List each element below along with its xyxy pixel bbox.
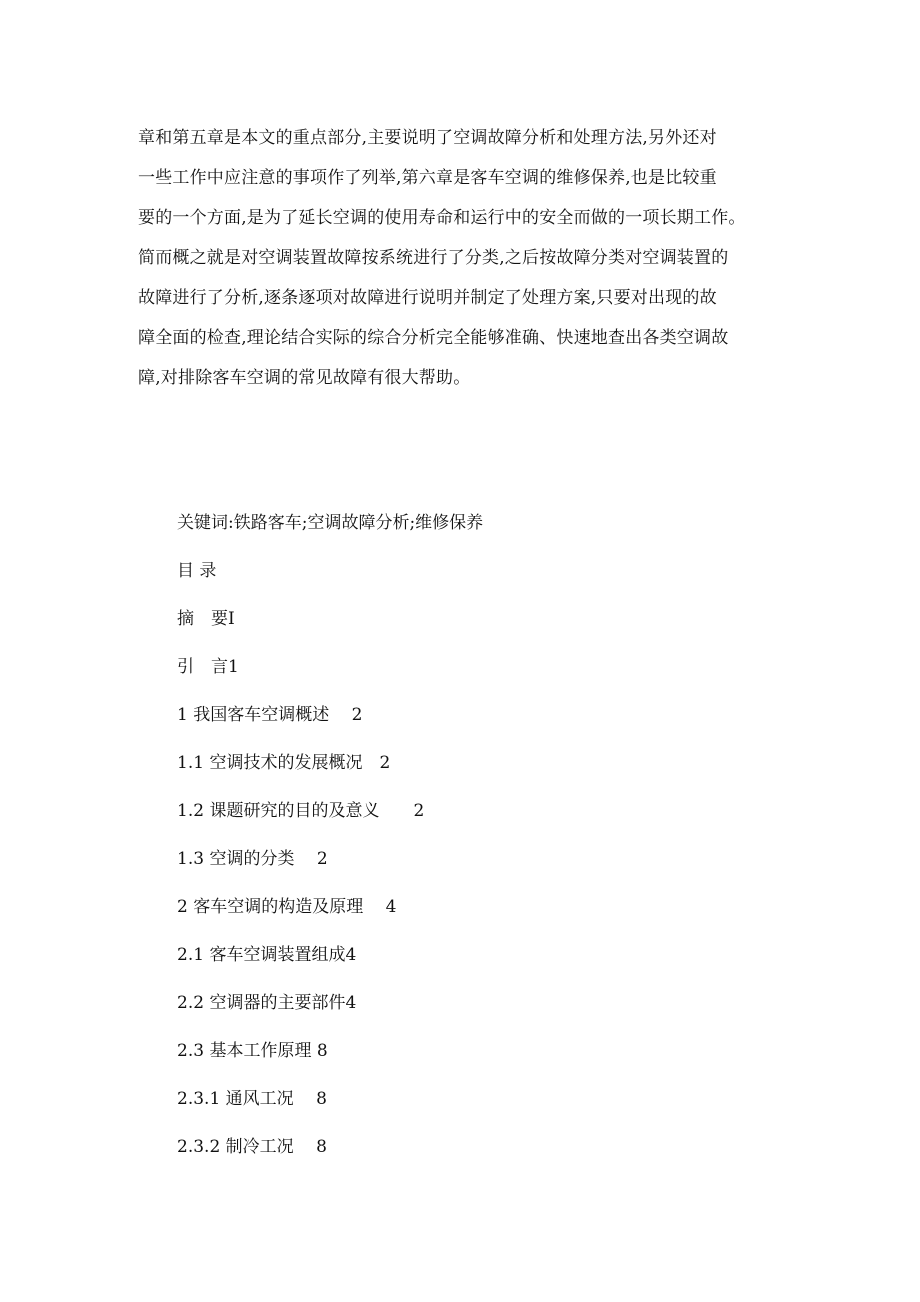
table-of-contents: [177, 556, 424, 1180]
toc-entry: 2.2 空调器的主要部件4: [177, 993, 357, 1013]
toc-entry: 2.1 客车空调装置组成4: [177, 945, 357, 965]
toc-entry: 1.1 空调技术的发展概况 2: [177, 753, 391, 773]
toc-entry: 1 我国客车空调概述 2: [177, 705, 363, 725]
toc-entry: 摘 要I: [177, 609, 235, 629]
toc-entry: 2.3 基本工作原理 8: [177, 1041, 328, 1061]
toc-entry: 引 言1: [177, 657, 239, 677]
abstract-paragraph: [138, 118, 788, 398]
paragraph-line: 简而概之就是对空调装置故障按系统进行了分类,之后按故障分类对空调装置的: [138, 248, 729, 268]
paragraph-line: 章和第五章是本文的重点部分,主要说明了空调故障分析和处理方法,另外还对: [138, 128, 717, 148]
paragraph-line: 要的一个方面,是为了延长空调的使用寿命和运行中的安全而做的一项长期工作。: [138, 208, 746, 228]
toc-entry: 2 客车空调的构造及原理 4: [177, 897, 397, 917]
paragraph-line: 一些工作中应注意的事项作了列举,第六章是客车空调的维修保养,也是比较重: [138, 168, 717, 188]
toc-entry: 1.2 课题研究的目的及意义 2: [177, 801, 425, 821]
toc-heading: 目 录: [177, 561, 217, 581]
paragraph-line: 障全面的检查,理论结合实际的综合分析完全能够准确、快速地查出各类空调故: [138, 328, 729, 348]
toc-entry: 2.3.2 制冷工况 8: [177, 1137, 327, 1157]
paragraph-line: 障,对排除客车空调的常见故障有很大帮助。: [138, 368, 471, 388]
toc-entry: 2.3.1 通风工况 8: [177, 1089, 327, 1109]
toc-entry: 1.3 空调的分类 2: [177, 849, 328, 869]
paragraph-line: 故障进行了分析,逐条逐项对故障进行说明并制定了处理方案,只要对出现的故: [138, 288, 717, 308]
keywords-line: 关键词:铁路客车;空调故障分析;维修保养: [177, 513, 484, 533]
